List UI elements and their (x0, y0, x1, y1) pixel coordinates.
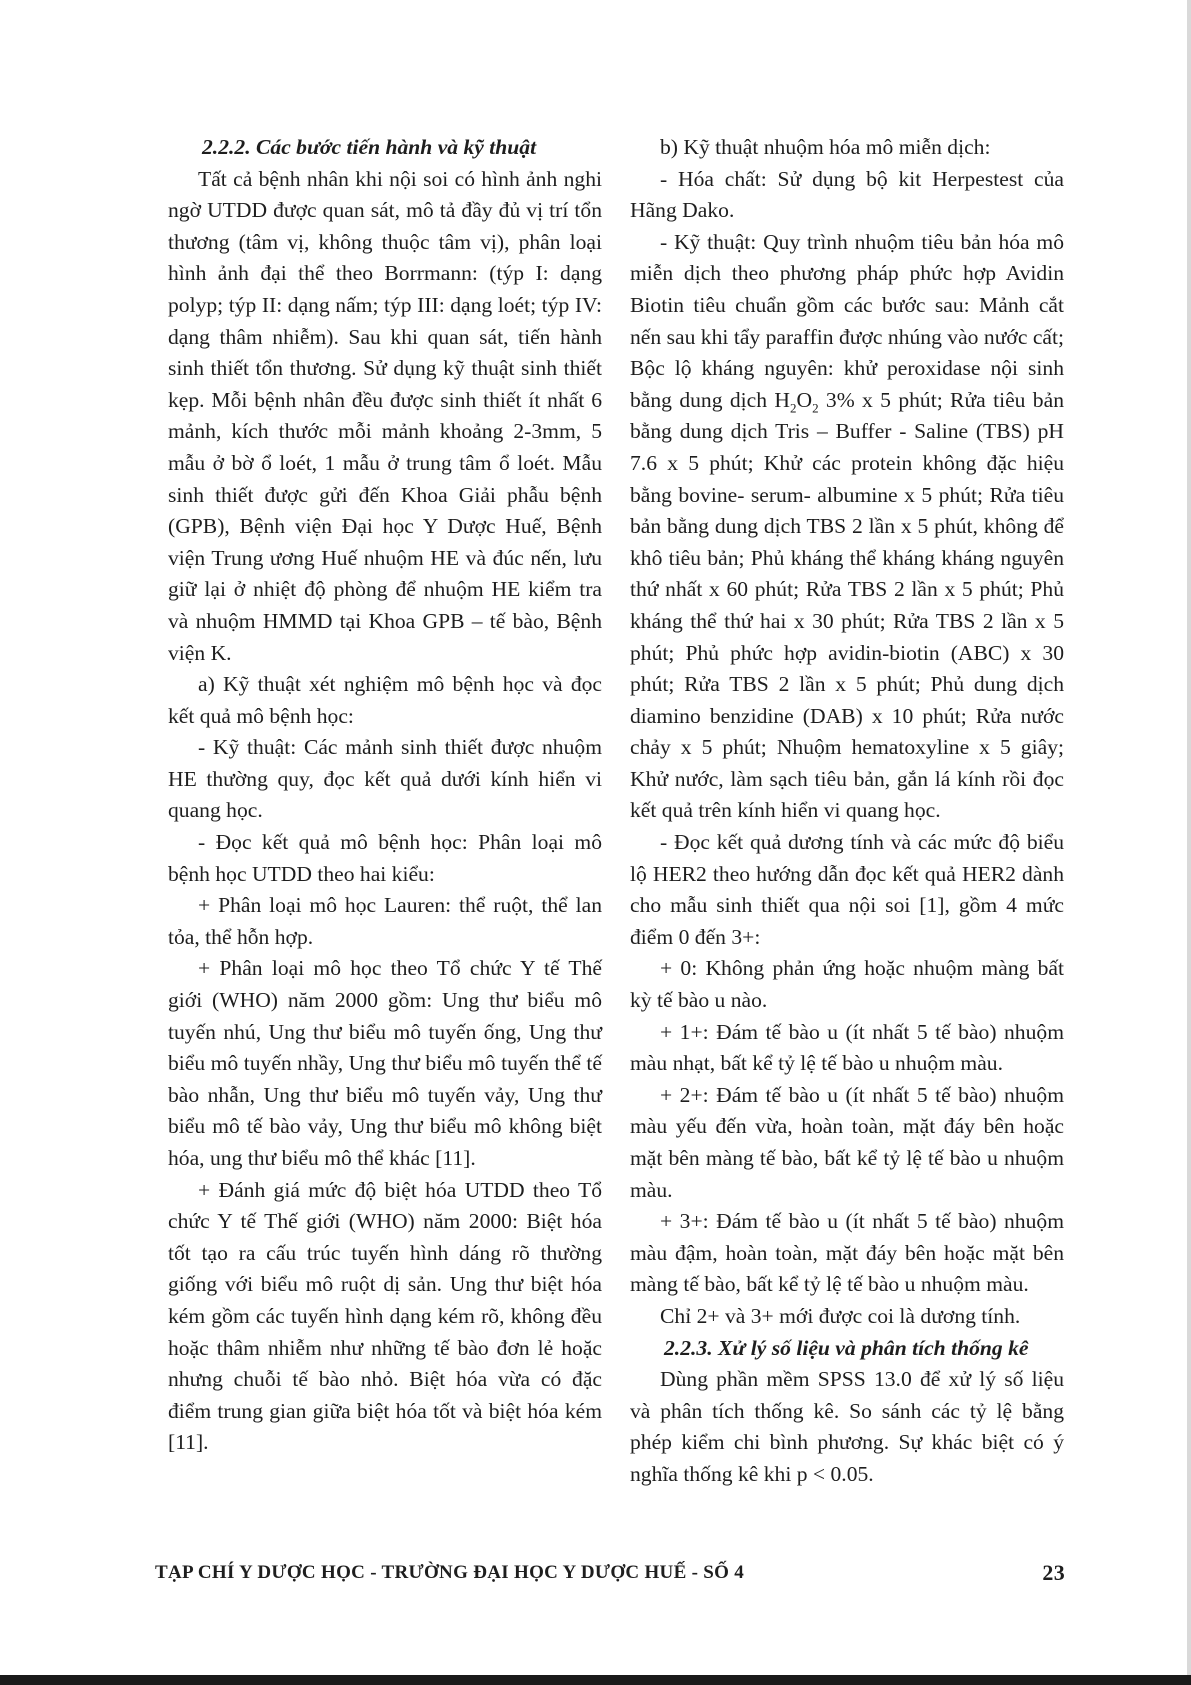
paragraph: Chỉ 2+ và 3+ mới được coi là dương tính. (660, 1303, 1021, 1328)
section-title: Các bước tiến hành và kỹ thuật (256, 135, 537, 159)
paragraph: + Phân loại mô học Lauren: thể ruột, thể lan tỏa, thể hỗn hợp. (168, 893, 602, 949)
journal-title: TẠP CHÍ Y DƯỢC HỌC - TRƯỜNG ĐẠI HỌC Y DƯỢC HUẾ - SỐ 4 (155, 1562, 745, 1583)
text-run: 3% x 5 phút; Rửa tiêu bản bằng dung dịch Tris – Buffer - Saline (TBS) pH 7.6 x 5 phút; Khử các protein không đặc hiệu bằng bovine- serum- albumine x 5 phút; Rửa tiêu bản bằng dung dịch TBS 2 lần x 5 phút, không để khô tiêu bản; Phủ kháng thể kháng kháng nguyên thứ nhất x 60 phút; Rửa TBS 2 lần x 5 phút; Phủ kháng thể thứ hai x 30 phút; Rửa TBS 2 lần x 5 phút; Phủ phức hợp avidin-biotin (ABC) x 30 phút; Rửa TBS 2 lần x 5 phút; Phủ dung dịch diamino benzidine (DAB) x 10 phút; Rửa nước chảy x 5 phút; Nhuộm hematoxyline x 5 giây; Khử nước, làm sạch tiêu bản, gắn lá kính rồi đọc kết quả trên kính hiển vi quang học. (630, 387, 1064, 823)
paragraph: + Phân loại mô học theo Tổ chức Y tế Thế giới (WHO) năm 2000 gồm: Ung thư biểu mô tuyến nhú, Ung thư biểu mô tuyến ống, Ung thư biểu mô tuyến nhầy, Ung thư biểu mô tuyến thể tế bào nhẫn, Ung thư biểu mô tuyến vảy, Ung thư biểu mô tế bào vảy, Ung thư biểu mô không biệt hóa, ung thư biểu mô thể khác [11]. (168, 956, 602, 1170)
paragraph: - Kỹ thuật: Các mảnh sinh thiết được nhuộm HE thường quy, đọc kết quả dưới kính hiển vi quang học. (168, 735, 602, 823)
page-footer (155, 1562, 1065, 1592)
paragraph: Tất cả bệnh nhân khi nội soi có hình ảnh nghi ngờ UTDD được quan sát, mô tả đầy đủ vị trí tổn thương (tâm vị, không thuộc tâm vị), phân loại hình ảnh đại thể theo Borrmann: (týp I: dạng polyp; týp II: dạng nấm; týp III: dạng loét; týp IV: dạng thâm nhiễm). Sau khi quan sát, tiến hành sinh thiết tổn thương. Sử dụng kỹ thuật sinh thiết kẹp. Mỗi bệnh nhân đều được sinh thiết ít nhất 6 mảnh, kích thước mỗi mảnh khoảng 2-3mm, 5 mẫu ở bờ ổ loét, 1 mẫu ở trung tâm ổ loét. Mẫu sinh thiết được gửi đến Khoa Giải phẫu bệnh (GPB), Bệnh viện Đại học Y Dược Huế, Bệnh viện Trung ương Huế nhuộm HE và đúc nến, lưu giữ lại ở nhiệt độ phòng để nhuộm HE kiểm tra và nhuộm HMMD tại Khoa GPB – tế bào, Bệnh viện K. (168, 166, 602, 665)
section-heading-2-2-2 (168, 132, 602, 164)
section-title: Xử lý số liệu và phân tích thống kê (718, 1335, 1029, 1360)
section-number: 2.2.2. (202, 135, 251, 159)
subscript: 2 (812, 400, 819, 416)
subscript: 2 (789, 400, 797, 416)
text-run: - Kỹ thuật: Quy trình nhuộm tiêu bản hóa mô miễn dịch theo phương pháp phức hợp Avidin Biotin tiêu chuẩn gồm các bước sau: Mảnh cắt nến sau khi tẩy paraffin được nhúng vào nước cất; Bộc lộ kháng nguyên: khử peroxidase nội sinh bằng dung dịch H (630, 229, 1064, 412)
scan-edge-right (1187, 0, 1191, 1685)
paragraph: + 1+: Đám tế bào u (ít nhất 5 tế bào) nhuộm màu nhạt, bất kể tỷ lệ tế bào u nhuộm màu. (630, 1019, 1064, 1076)
scan-edge-bottom (0, 1675, 1191, 1685)
right-column (630, 132, 1064, 1491)
paragraph: + 3+: Đám tế bào u (ít nhất 5 tế bào) nhuộm màu đậm, hoàn toàn, mặt đáy bên hoặc mặt bên màng tế bào, bất kể tỷ lệ tế bào u nhuộm màu. (630, 1209, 1064, 1297)
page-number: 23 (1042, 1560, 1065, 1585)
section-heading-2-2-3 (630, 1333, 1064, 1365)
paragraph: - Đọc kết quả dương tính và các mức độ biểu lộ HER2 theo hướng dẫn đọc kết quả HER2 dành cho mẫu sinh thiết qua nội soi [1], gồm 4 mức điểm 0 đến 3+: (630, 830, 1064, 949)
paragraph: - Hóa chất: Sử dụng bộ kit Herpestest của Hãng Dako. (630, 166, 1064, 223)
paragraph: Dùng phần mềm SPSS 13.0 để xử lý số liệu và phân tích thống kê. So sánh các tỷ lệ bằng phép kiểm chi bình phương. Sự khác biệt có ý nghĩa thống kê khi p < 0.05. (630, 1367, 1064, 1486)
paragraph: b) Kỹ thuật nhuộm hóa mô miễn dịch: (660, 135, 991, 159)
text-run: O (796, 387, 813, 412)
paragraph: + 2+: Đám tế bào u (ít nhất 5 tế bào) nhuộm màu yếu đến vừa, hoàn toàn, mặt đáy bên hoặc mặt bên màng tế bào, bất kể tỷ lệ tế bào u nhuộm màu. (630, 1082, 1064, 1202)
paragraph: + Đánh giá mức độ biệt hóa UTDD theo Tổ chức Y tế Thế giới (WHO) năm 2000: Biệt hóa tốt tạo ra cấu trúc tuyến hình dáng rõ thường giống với biểu mô ruột dị sản. Ung thư biệt hóa kém gồm các tuyến hình dạng kém rõ, không đều hoặc thâm nhiễm như những tế bào đơn lẻ hoặc nhưng chuỗi tế bào nhỏ. Biệt hóa vừa có đặc điểm trung gian giữa biệt hóa tốt và biệt hóa kém [11]. (168, 1177, 602, 1455)
paragraph: a) Kỹ thuật xét nghiệm mô bệnh học và đọc kết quả mô bệnh học: (168, 672, 602, 728)
paragraph-ihc-technique (630, 227, 1064, 827)
section-number: 2.2.3. (664, 1335, 713, 1360)
paragraph: + 0: Không phản ứng hoặc nhuộm màng bất kỳ tế bào u nào. (630, 956, 1064, 1013)
paragraph: - Đọc kết quả mô bệnh học: Phân loại mô bệnh học UTDD theo hai kiểu: (168, 830, 602, 886)
left-column (168, 132, 602, 1459)
